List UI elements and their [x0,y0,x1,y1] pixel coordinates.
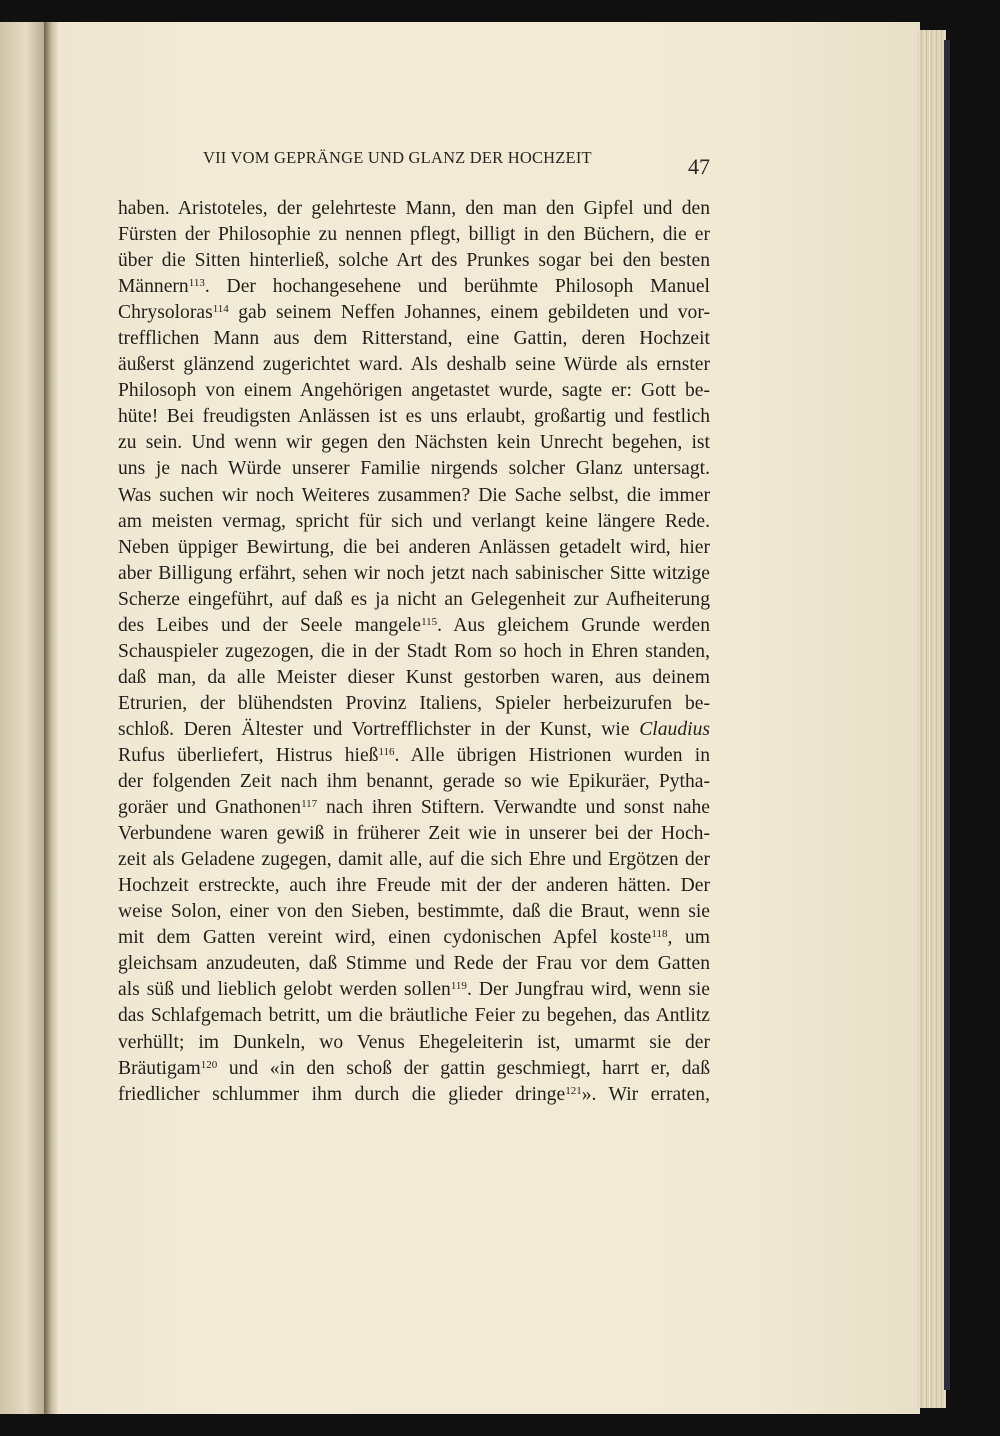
text-line [118,899,710,925]
text-segment: . Der Jungfrau wird, wenn sie [466,979,711,1001]
text-segment: gab seinem Neffen Johannes, einem gebildeten und vor- [228,302,710,324]
text-line [118,378,710,404]
running-head: VII VOM GEPRÄNGE UND GLANZ DER HOCHZEIT [203,148,592,167]
text-line [118,430,710,456]
text-line [118,691,710,717]
text-line [118,535,710,561]
text-segment: Verbundene waren gewiß in früherer Zeit wie in unserer bei der Hoch- [118,823,710,845]
text-segment: Schauspieler zugezogen, die in der Stadt Rom so hoch in Ehren standen, [118,640,710,662]
text-segment: äußerst glänzend zugerichtet ward. Als deshalb seine Würde als ernster [118,354,710,376]
footnote-ref: 121 [565,1084,582,1097]
text-segment: des Leibes und der Seele mangele [118,614,422,636]
text-line [118,222,710,248]
text-segment: als süß und lieblich gelobt werden sollen [118,979,451,1001]
text-segment: , um [667,927,710,949]
text-segment: Männern [118,276,189,298]
text-line [118,665,710,691]
text-segment: Philosoph von einem Angehörigen angetastet wurde, sagte er: Gott be- [118,380,710,402]
text-segment: . Aus gleichem Grunde werden [437,614,711,636]
text-line [118,795,710,821]
text-line [118,1003,710,1029]
text-segment: Fürsten der Philosophie zu nennen pflegt, billigt in den Büchern, die er [118,224,710,246]
text-segment: mit dem Gatten vereint wird, einen cydonischen Apfel koste [118,927,652,949]
text-segment: weise Solon, einer von den Sieben, bestimmte, daß die Braut, wenn sie [118,901,710,923]
text-segment: daß man, da alle Meister dieser Kunst gestorben waren, aus deinem [118,666,710,688]
text-segment: goräer und Gnathonen [118,797,302,819]
text-line [118,925,710,951]
text-line [118,352,710,378]
text-segment: Was suchen wir noch Weiteres zusammen? Die Sache selbst, die immer [118,484,710,506]
body-text [118,196,710,1108]
text-line [118,613,710,639]
text-line [118,743,710,769]
text-segment: friedlicher schlummer ihm durch die glieder dringe [118,1083,566,1105]
text-line [118,326,710,352]
text-line [118,248,710,274]
footnote-ref: 119 [450,980,467,993]
text-line [118,456,710,482]
text-line [118,769,710,795]
text-line [118,300,710,326]
previous-page-edge [0,22,44,1414]
text-line [118,1082,710,1108]
text-segment: Scherze eingeführt, auf daß es ja nicht an Gelegenheit zur Aufheiterung [118,588,710,610]
text-segment: haben. Aristoteles, der gelehrteste Mann, den man den Gipfel und den [118,198,710,219]
text-segment: Chrysoloras [118,302,213,324]
text-segment: aber Billigung erfährt, sehen wir noch jetzt nach sabinischer Sitte witzige [118,562,710,584]
italic-name: Claudius [639,718,710,740]
text-line [118,1030,710,1056]
text-line [118,821,710,847]
footnote-ref: 115 [421,615,438,628]
text-segment: Etrurien, der blühendsten Provinz Italiens, Spieler herbeizurufen be- [118,692,710,714]
page-number: 47 [688,154,710,179]
text-segment: zeit als Geladene zugegen, damit alle, auf die sich Ehre und Ergötzen der [118,849,710,871]
text-line [118,1056,710,1082]
text-segment: uns je nach Würde unserer Familie nirgends solcher Glanz untersagt. [118,458,710,480]
footnote-ref: 114 [212,303,229,316]
text-segment: verhüllt; im Dunkeln, wo Venus Ehegeleiterin ist, umarmt sie der [118,1031,710,1053]
text-line [118,873,710,899]
text-segment: gleichsam anzudeuten, daß Stimme und Rede der Frau vor dem Gatten [118,953,710,975]
text-segment: am meisten vermag, spricht für sich und verlangt keine längere Rede. [118,510,710,532]
text-line [118,274,710,300]
text-segment: das Schlafgemach betritt, um die bräutliche Feier zu begehen, das Antlitz [118,1005,710,1027]
text-segment: und «in den schoß der gattin geschmiegt, harrt er, daß [217,1057,710,1079]
footnote-ref: 113 [188,277,205,290]
text-segment: Rufus überliefert, Histrus hieß [118,744,379,766]
text-line [118,977,710,1003]
text-line [118,717,710,743]
text-line [118,951,710,977]
text-segment: ». Wir erraten, [581,1083,710,1105]
text-segment: Neben üppiger Bewirtung, die bei anderen Anlässen getadelt wird, hier [118,536,710,558]
text-segment: über die Sitten hinterließ, solche Art des Prunkes sogar bei den besten [118,250,710,272]
text-segment: der folgenden Zeit nach ihm benannt, gerade so wie Epikuräer, Pytha- [118,771,710,793]
page-block-edges [918,30,946,1408]
text-segment: schloß. Deren Ältester und Vortrefflichster in der Kunst, wie [118,718,640,740]
text-line [118,561,710,587]
book-gutter [44,22,58,1414]
cover-edge [944,40,950,1390]
footnote-ref: 116 [378,745,395,758]
text-line [118,847,710,873]
text-segment: . Der hochangesehene und berühmte Philosoph Manuel [204,276,710,298]
footnote-ref: 118 [651,928,668,941]
text-line [118,196,710,222]
text-line [118,587,710,613]
text-line [118,404,710,430]
text-segment: . Alle übrigen Histrionen wurden in [394,744,711,766]
text-line [118,639,710,665]
text-segment: Bräutigam [118,1057,201,1079]
text-segment: zu sein. Und wenn wir gegen den Nächsten kein Unrecht begehen, ist [118,432,710,454]
text-line [118,509,710,535]
text-segment: nach ihren Stiftern. Verwandte und sonst nahe [317,797,711,819]
text-segment: trefflichen Mann aus dem Ritterstand, eine Gattin, deren Hochzeit [118,328,710,350]
text-segment: Hochzeit erstreckte, auch ihre Freude mit der der anderen hätten. Der [118,875,710,897]
text-segment: hüte! Bei freudigsten Anlässen ist es uns erlaubt, großartig und festlich [118,406,710,428]
footnote-ref: 120 [200,1058,218,1071]
text-line [118,483,710,509]
footnote-ref: 117 [301,798,318,811]
